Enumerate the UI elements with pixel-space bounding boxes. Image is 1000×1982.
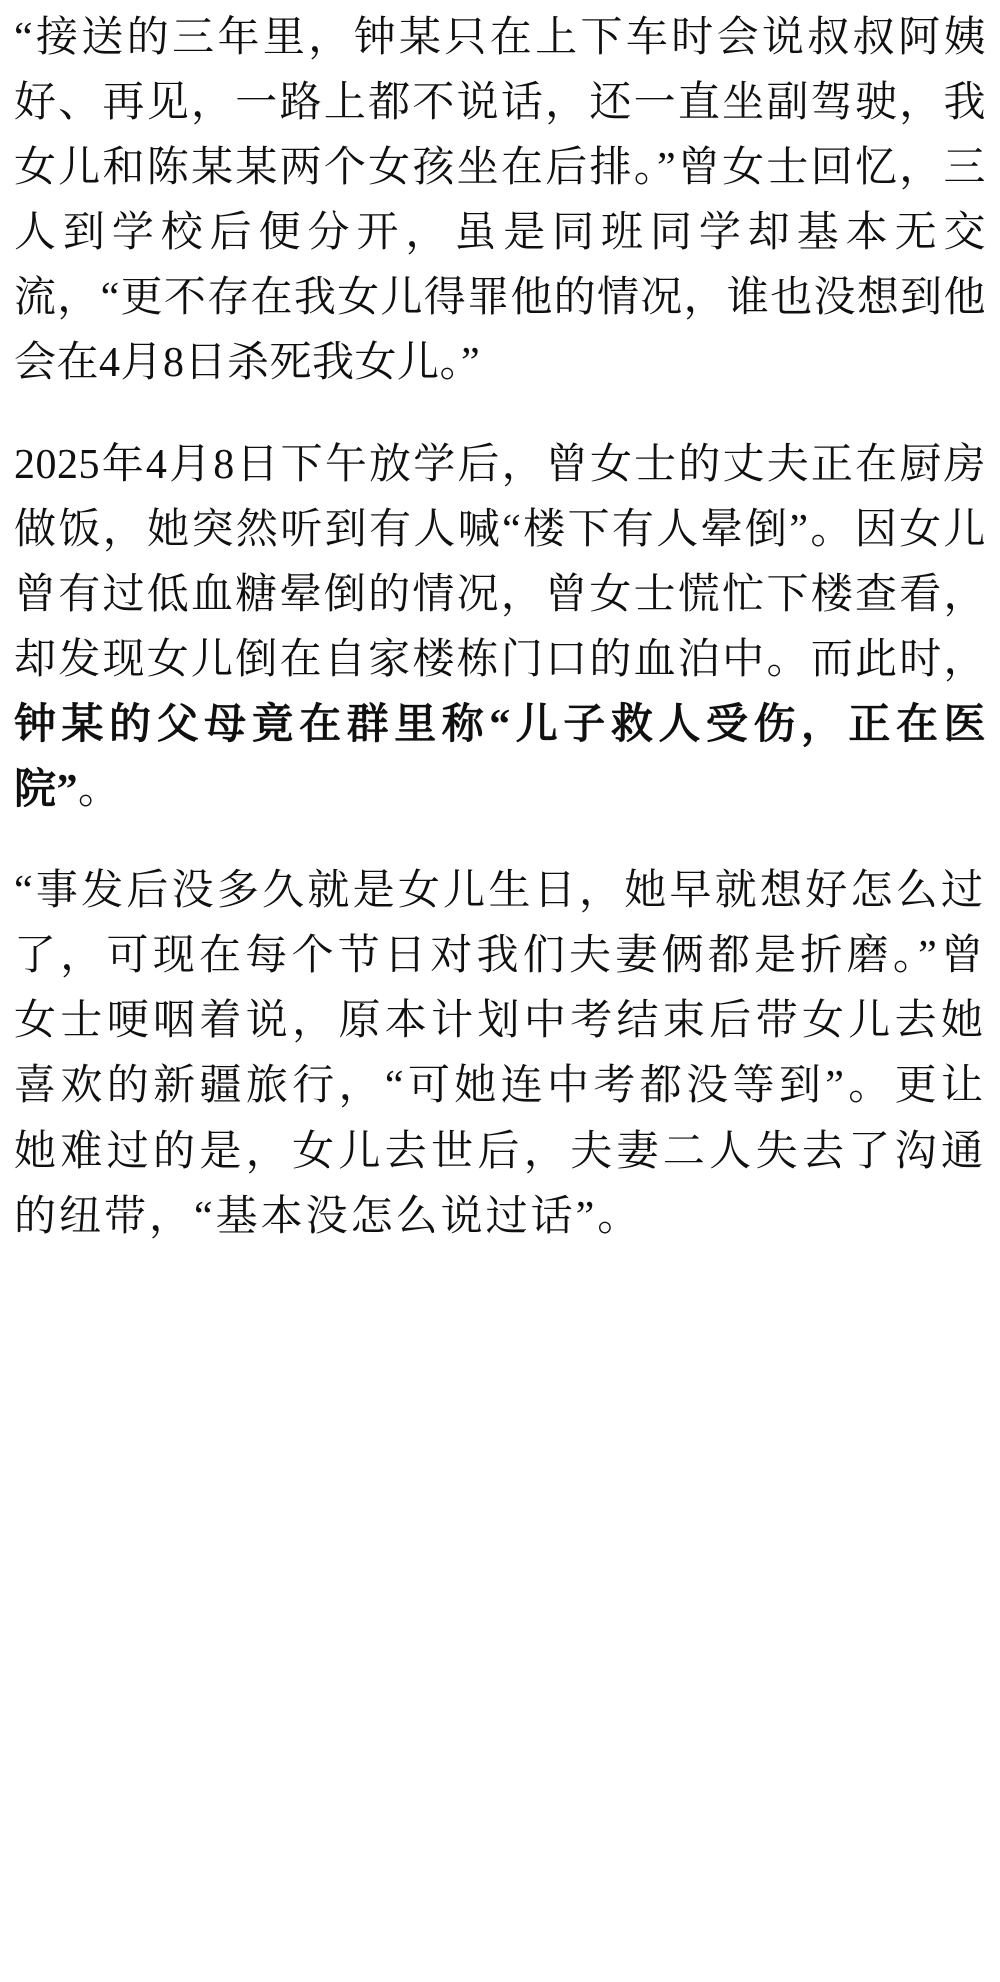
- paragraph-spacer-2: [14, 833, 986, 859]
- paragraph-2-lead-text: 2025年4月8日下午放学后，曾女士的丈夫正在厨房做饭，她突然听到有人喊“楼下有人晕倒”。因女儿曾有过低血糖晕倒的情况，曾女士慌忙下楼查看，却发现女儿倒在自家楼栋门口的血泊中。而此时，: [14, 441, 986, 683]
- article-paragraph-3: “事发后没多久就是女儿生日，她早就想好怎么过了，可现在每个节日对我们夫妻俩都是折磨。”曾女士哽咽着说，原本计划中考结束后带女儿去她喜欢的新疆旅行，“可她连中考都没等到”。更让她难过的是，女儿去世后，夫妻二人失去了沟通的纽带，“基本没怎么说过话”。: [14, 868, 986, 1240]
- article-paragraph-2: [14, 433, 986, 824]
- article-paragraph-1: “接送的三年里，钟某只在上下车时会说叔叔阿姨好、再见，一路上都不说话，还一直坐副驾驶，我女儿和陈某某两个女孩坐在后排。”曾女士回忆，三人到学校后便分开，虽是同班同学却基本无交流，“更不存在我女儿得罪他的情况，谁也没想到他会在4月8日杀死我女儿。”: [14, 15, 986, 387]
- paragraph-2-emphasis: 钟某的父母竟在群里称“儿子救人受伤，正在医院”: [14, 701, 986, 814]
- paragraph-spacer: [14, 407, 986, 433]
- paragraph-2-tail-text: 。: [78, 767, 121, 814]
